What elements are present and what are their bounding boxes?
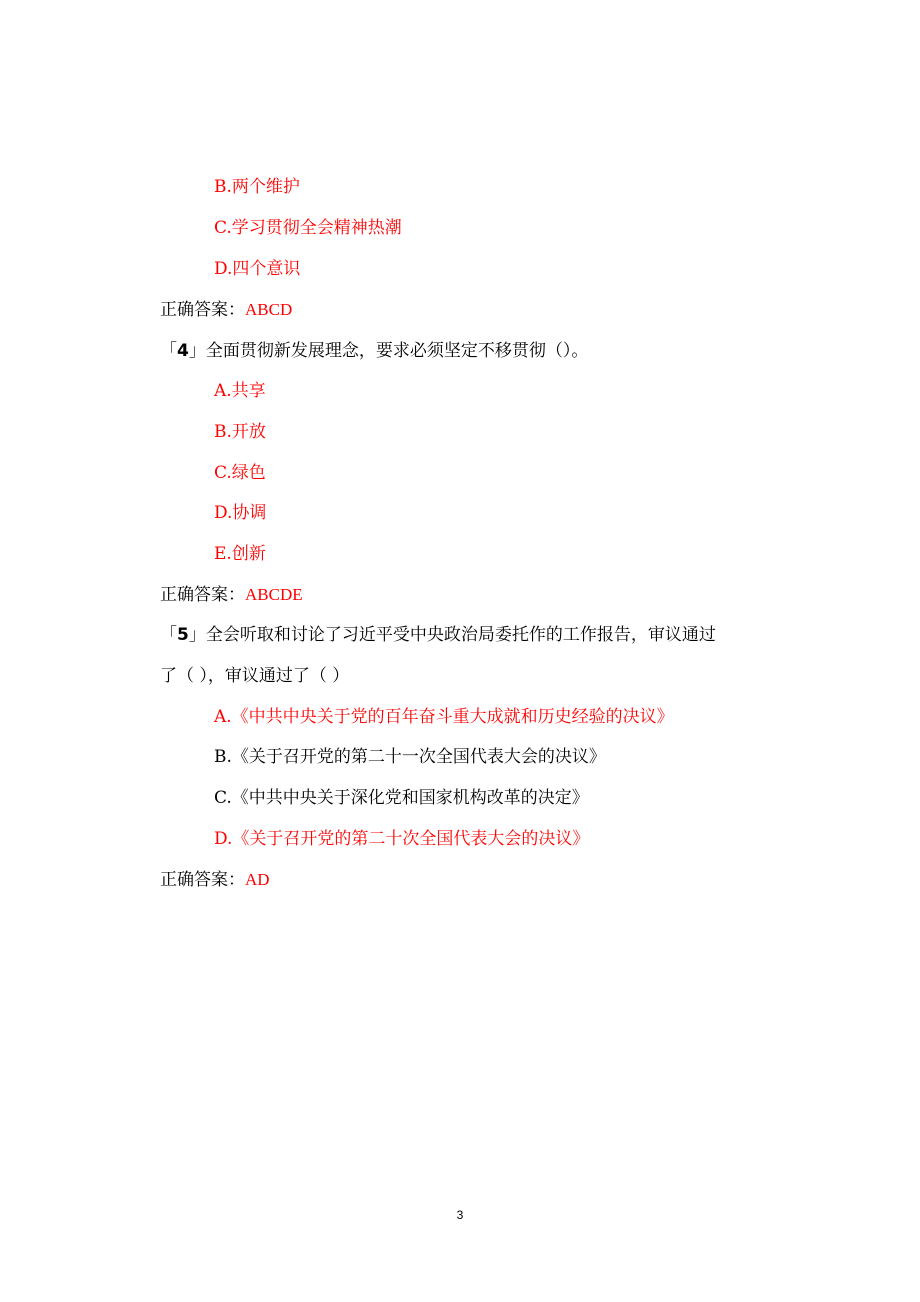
q5-option-d: D.《关于召开党的第二十次全国代表大会的决议》 (214, 829, 590, 849)
q5-stem-text-1: 全会听取和讨论了习近平受中央政治局委托作的工作报告，审议通过 (205, 625, 716, 645)
q3-option-b: B.两个维护 (214, 177, 300, 197)
q4-option-a: A.共享 (214, 381, 266, 401)
q5-open-bracket: 「 (160, 625, 177, 645)
q4-stem (160, 339, 588, 363)
q4-close-bracket: 」 (188, 341, 206, 361)
q4-answer-label: 正确答案： (160, 585, 245, 605)
q5-answer (160, 868, 270, 892)
q4-stem-text: 全面贯彻新发展理念，要求必须坚定不移贯彻（）。 (205, 341, 589, 361)
q4-open-bracket: 「 (160, 341, 177, 361)
q5-number: 5 (177, 625, 189, 645)
q4-answer (160, 583, 303, 607)
q3-option-d: D.四个意识 (214, 259, 301, 279)
q4-number: 4 (177, 341, 189, 361)
q5-stem-line2: 了（ ），审议通过了（ ） (160, 666, 350, 686)
q4-option-c: C.绿色 (214, 463, 266, 483)
q3-answer (160, 298, 292, 322)
q5-stem-line1 (160, 623, 716, 647)
q5-answer-value: AD (245, 870, 270, 889)
page-number: 3 (456, 1208, 464, 1222)
q3-answer-label: 正确答案： (160, 300, 245, 320)
q5-option-c: C.《中共中央关于深化党和国家机构改革的决定》 (214, 788, 589, 808)
q5-close-bracket: 」 (188, 625, 206, 645)
q3-option-c: C.学习贯彻全会精神热潮 (214, 218, 402, 238)
q3-answer-value: ABCD (245, 300, 293, 319)
q4-answer-value: ABCDE (245, 585, 303, 604)
q5-answer-label: 正确答案： (160, 870, 245, 890)
q5-option-b: B.《关于召开党的第二十一次全国代表大会的决议》 (214, 747, 606, 767)
q5-option-a: A.《中共中央关于党的百年奋斗重大成就和历史经验的决议》 (214, 707, 674, 727)
q4-option-d: D.协调 (214, 503, 267, 523)
q4-option-e: E.创新 (214, 544, 266, 564)
q4-option-b: B.开放 (214, 422, 266, 442)
